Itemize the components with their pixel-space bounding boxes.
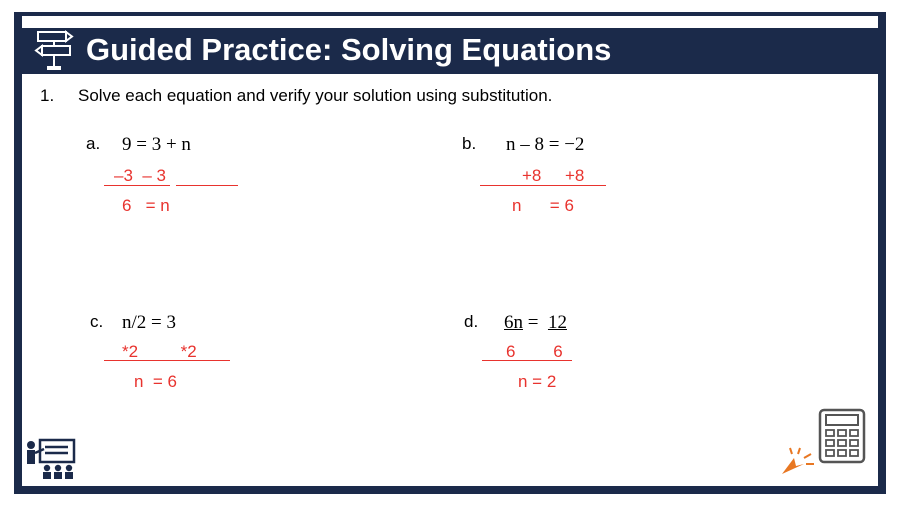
calculator-icon	[818, 408, 866, 464]
problem-c-underline	[104, 360, 230, 361]
signpost-icon	[34, 28, 74, 72]
problem-b-underline	[480, 185, 606, 186]
problem-b-label: b.	[462, 134, 477, 153]
problem-a-step: –3 – 3	[114, 166, 166, 185]
cursor-click-icon	[778, 446, 818, 478]
problem-d-numerator-right: 12	[547, 312, 567, 333]
problem-d-label: d.	[464, 312, 479, 331]
teacher-board-icon	[24, 438, 76, 480]
problem-d-answer: n = 2	[518, 372, 557, 391]
problem-c-label: c.	[90, 312, 104, 331]
problem-c-equation: n/2 = 3	[122, 312, 176, 333]
question-instruction: Solve each equation and verify your solution using substitution.	[78, 86, 553, 105]
problem-a-underline-left	[104, 185, 170, 186]
problem-b-answer: n = 6	[512, 196, 574, 215]
problem-b-equation: n – 8 = −2	[506, 134, 585, 155]
problem-d-underline	[482, 360, 572, 361]
problem-a-underline-right	[176, 185, 238, 186]
problem-c-step: *2 *2	[122, 342, 197, 361]
problem-d-equation	[504, 312, 567, 334]
problem-a-equation: 9 = 3 + n	[122, 134, 191, 155]
top-strip	[22, 16, 878, 28]
page-title: Guided Practice: Solving Equations	[86, 32, 612, 67]
problem-d-equals: =	[523, 312, 548, 333]
problem-b-step: +8 +8	[522, 166, 585, 185]
problem-c-answer: n = 6	[134, 372, 178, 391]
problem-d-numerator-left: 6n	[504, 312, 523, 333]
question-number: 1.	[40, 86, 55, 105]
problem-a-answer: 6 = n	[122, 196, 170, 215]
problem-a-label: a.	[86, 134, 101, 153]
problem-d-step: 6 6	[506, 342, 563, 361]
